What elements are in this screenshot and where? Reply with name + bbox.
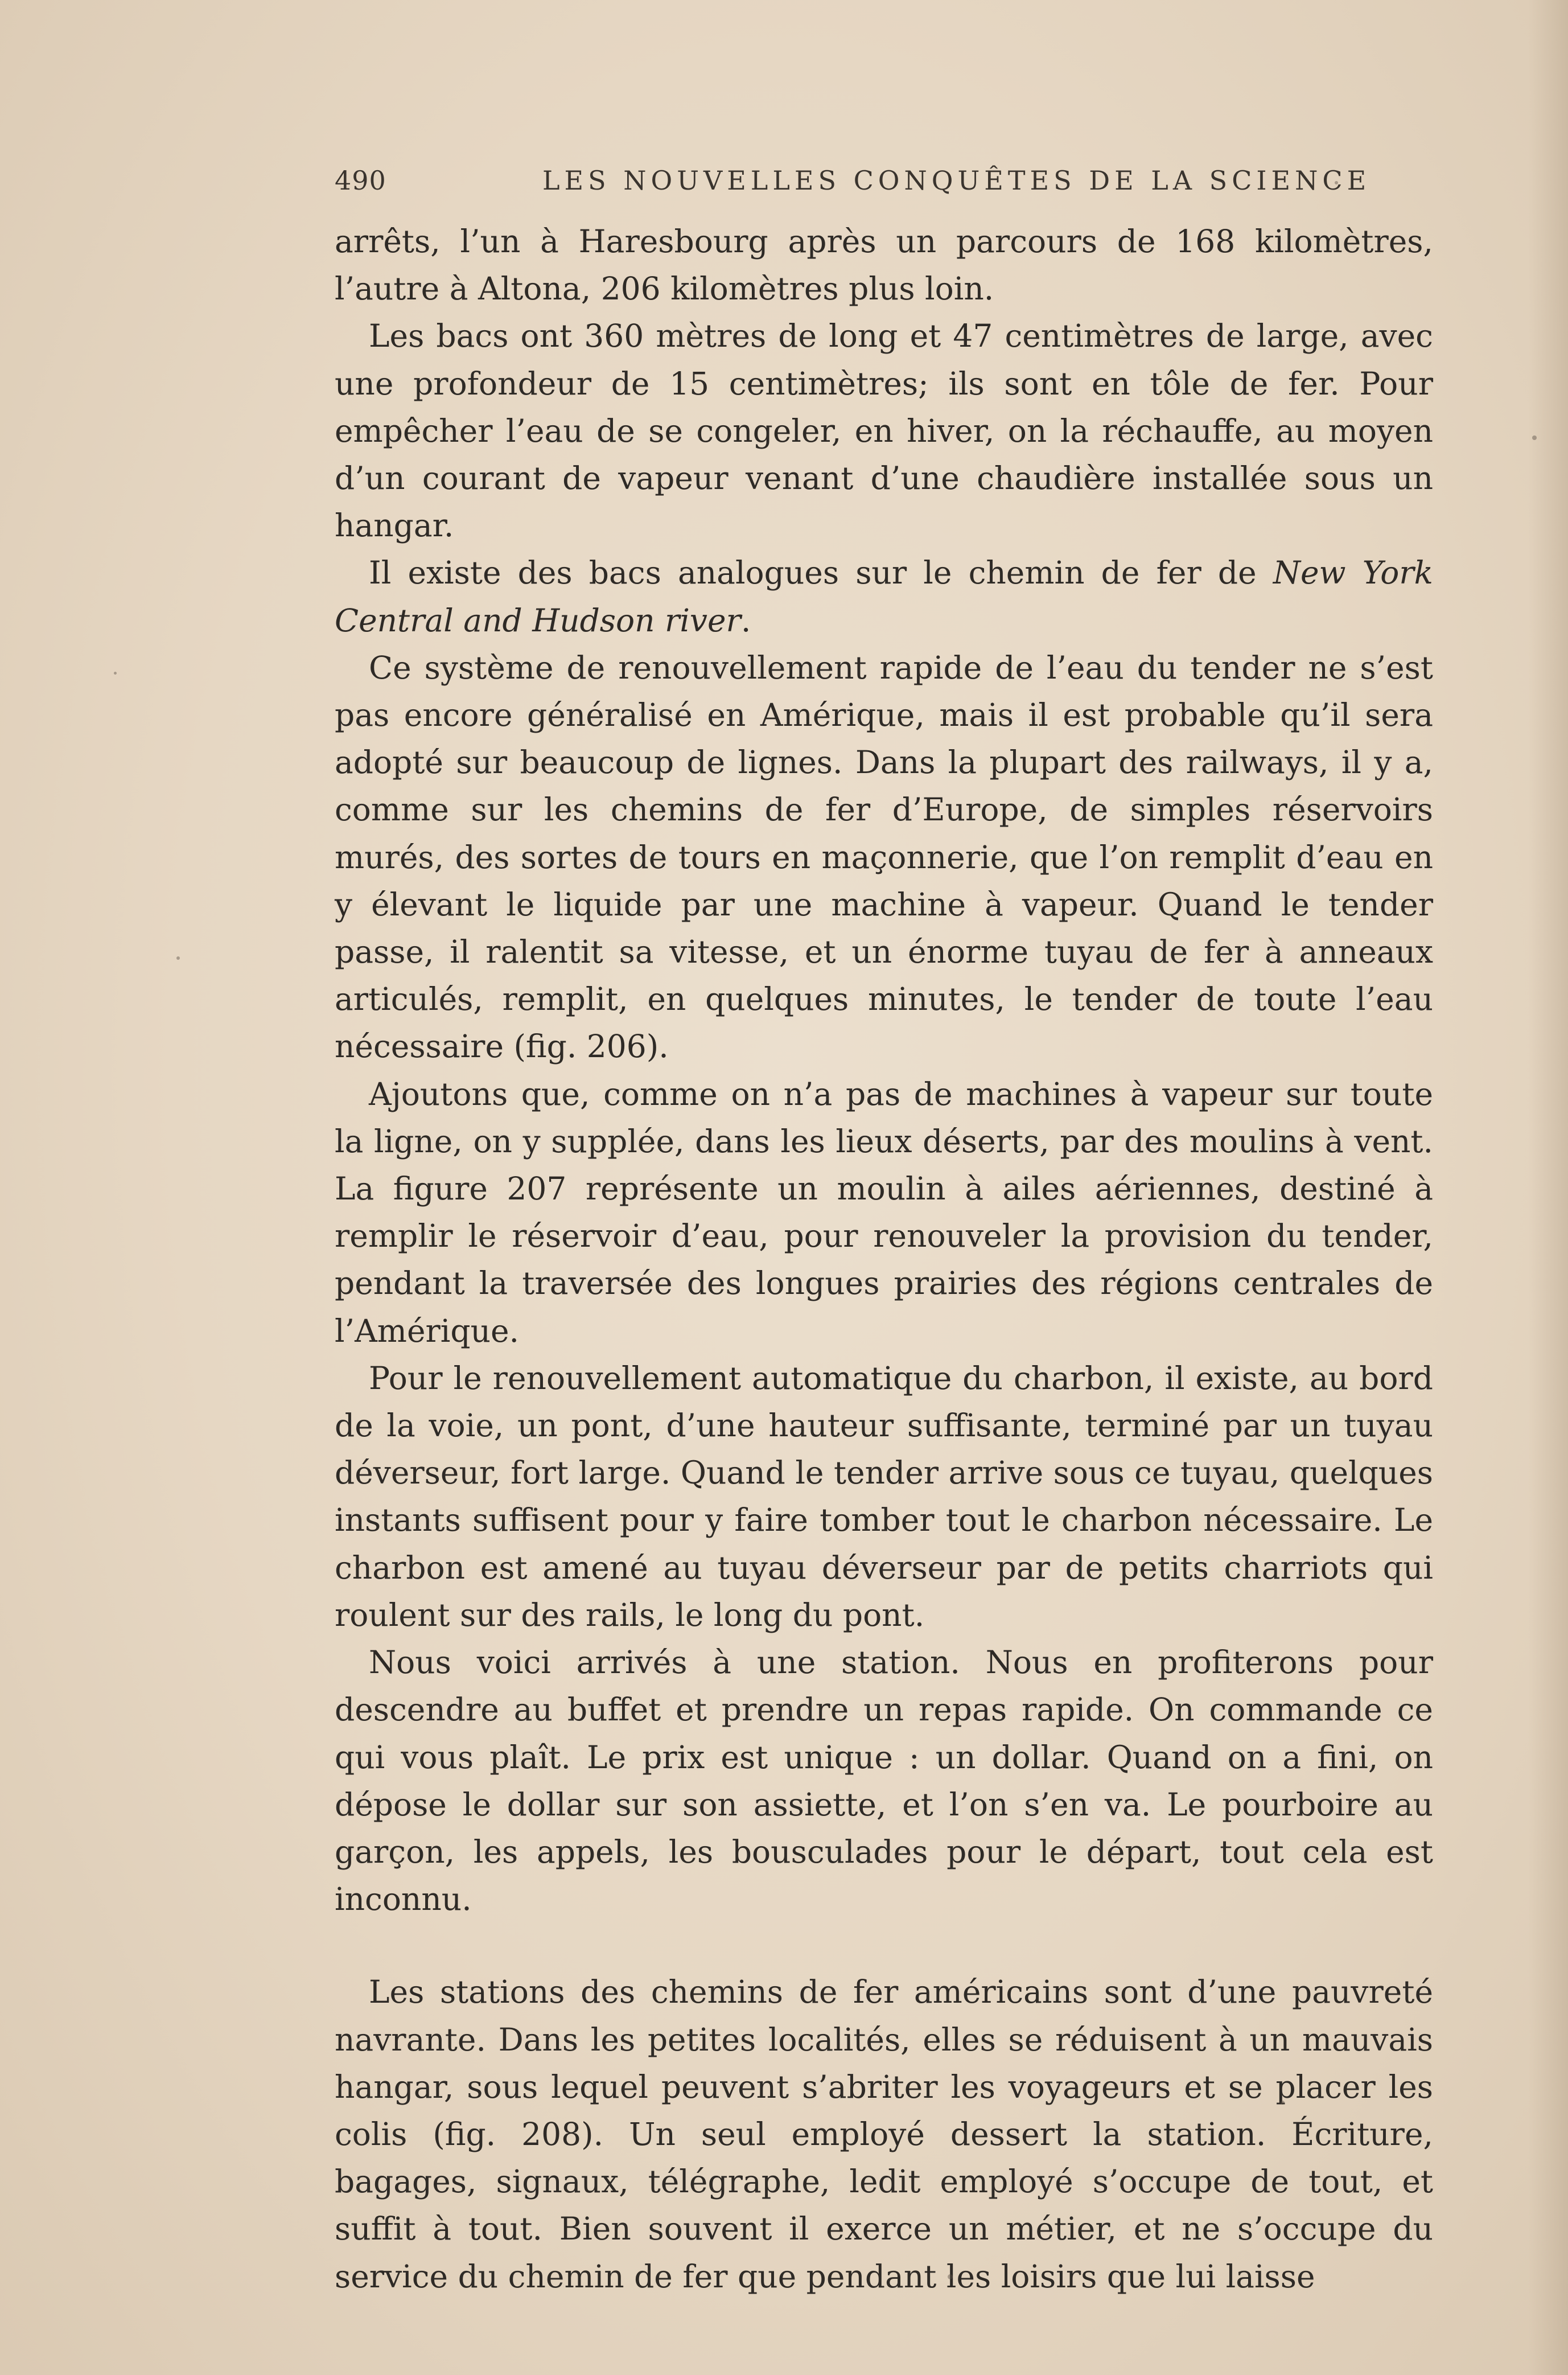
paper-speck <box>176 956 180 960</box>
paragraph-3-text-before: Il existe des bacs analogues sur le chemin de fer de <box>369 554 1273 591</box>
paragraph-5: Ajoutons que, comme on n’a pas de machines à vapeur sur toute la ligne, on y supplée, dans les lieux déserts, par des moulins à vent. La figure 207 représente un moulin à ailes aériennes, destiné à remplir le réservoir d’eau, pour renouveler la provision du tender, pendant la traversée des longues prairies des régions centrales de l’Amérique. <box>335 1075 1433 1349</box>
body-text <box>335 218 1433 2300</box>
page-header <box>335 165 1433 205</box>
paragraph-3-text-after: . <box>740 602 751 639</box>
paragraph-4: Ce système de renouvellement rapide de l’eau du tender ne s’est pas encore généralisé en Amérique, mais il est probable qu’il sera adopté sur beaucoup de lignes. Dans la plupart des railways, il y a, comme sur les chemins de fer d’Europe, de simples réservoirs murés, des sortes de tours en maçonnerie, que l’on remplit d’eau en y élevant le liquide par une machine à vapeur. Quand le tender passe, il ralentit sa vitesse, et un énorme tuyau de fer à anneaux articulés, remplit, en quelques minutes, le tender de toute l’eau nécessaire (fig. 206). <box>335 649 1433 1065</box>
paper-speck <box>1281 2101 1285 2105</box>
page-number: 490 <box>335 165 386 196</box>
paper-speck <box>1532 435 1537 440</box>
page-edge-shading <box>1528 0 1568 2375</box>
paper-speck <box>1335 181 1338 184</box>
paragraph-3 <box>335 549 1433 644</box>
paragraph-7: Nous voici arrivés à une station. Nous en profiterons pour descendre au buffet et prendre un repas rapide. On commande ce qui vous plaît. Le prix est unique : un dollar. Quand on a fini, on dépose le dollar sur son assiette, et l’on s’en va. Le pourboire au garçon, les appels, les bousculades pour le départ, tout cela est inconnu. <box>335 1644 1433 1918</box>
running-title: LES NOUVELLES CONQUÊTES DE LA SCIENCE <box>542 165 1371 196</box>
paragraph-2: Les bacs ont 360 mètres de long et 47 centimètres de large, avec une profondeur de 15 centimètres; ils sont en tôle de fer. Pour empêcher l’eau de se congeler, en hiver, on la réchauffe, au moyen d’un courant de vapeur venant d’une chaudière installée sous un hangar. <box>335 318 1433 544</box>
paragraph-6: Pour le renouvellement automatique du charbon, il existe, au bord de la voie, un pont, d’une hauteur suffisante, terminé par un tuyau déverseur, fort large. Quand le tender arrive sous ce tuyau, quelques instants suffisent pour y faire tomber tout le charbon nécessaire. Le charbon est amené au tuyau déverseur par de petits charriots qui roulent sur des rails, le long du pont. <box>335 1359 1433 1633</box>
section-gap <box>335 1923 1433 1969</box>
paper-speck <box>948 2274 953 2279</box>
paragraph-1: arrêts, l’un à Haresbourg après un parcours de 168 kilomètres, l’autre à Altona, 206 kilomètres plus loin. <box>335 223 1433 307</box>
paragraph-8: Les stations des chemins de fer américains sont d’une pauvreté navrante. Dans les petites localités, elles se réduisent à un mauvais hangar, sous lequel peuvent s’abriter les voyageurs et se placer les colis (fig. 208). Un seul employé dessert la station. Écriture, bagages, signaux, télégraphe, ledit employé s’occupe de tout, et suffit à tout. Bien souvent il exerce un métier, et ne s’occupe du service du chemin de fer que pendant les loisirs que lui laisse <box>335 1974 1433 2295</box>
paper-speck <box>114 672 117 675</box>
railway-name-italic: New York Central and Hudson river <box>335 554 1433 639</box>
